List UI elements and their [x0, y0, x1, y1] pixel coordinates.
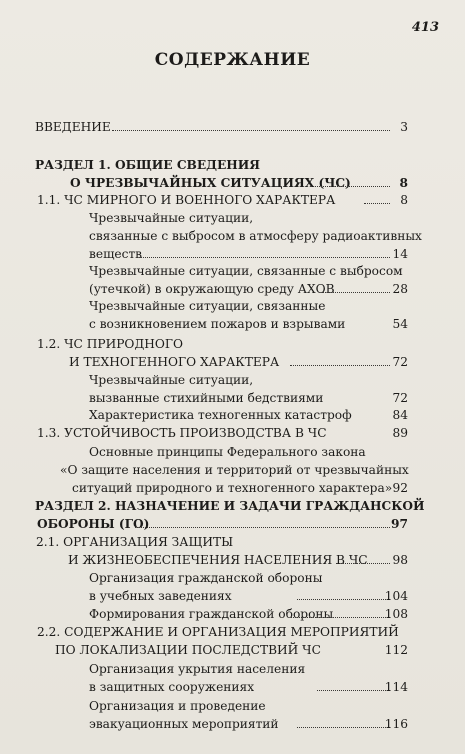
toc-entry-text: Формирования гражданской обороны: [89, 607, 334, 621]
toc-line: [0, 641, 465, 659]
toc-line: [0, 551, 465, 569]
dot-leader: [297, 727, 390, 728]
dot-leader: [291, 617, 390, 618]
toc-page-number: 89: [392, 426, 408, 440]
dot-leader: [322, 292, 390, 293]
toc-line: [0, 623, 465, 641]
toc-line: [0, 280, 465, 298]
toc-page-number: 108: [384, 607, 408, 621]
toc-entry-text: 2.1. ОРГАНИЗАЦИЯ ЗАЩИТЫ: [36, 535, 234, 549]
toc-line: [0, 297, 465, 315]
toc-entry-text: РАЗДЕЛ 2. НАЗНАЧЕНИЕ И ЗАДАЧИ ГРАЖДАНСКОЙ: [35, 499, 425, 513]
toc-entry-text: Чрезвычайные ситуации, связанные с выбросом: [89, 264, 403, 278]
page-number: 413: [411, 20, 439, 35]
toc-page-number: 72: [392, 391, 408, 405]
toc-page-number: 14: [392, 247, 408, 261]
toc-entry-text: Организация и проведение: [89, 699, 266, 713]
toc-entry-text: эвакуационных мероприятий: [89, 717, 279, 731]
toc-entry-text: 1.1. ЧС МИРНОГО И ВОЕННОГО ХАРАКТЕРА: [37, 193, 336, 207]
toc-line: [0, 678, 465, 696]
toc-entry-text: 2.2. СОДЕРЖАНИЕ И ОРГАНИЗАЦИЯ МЕРОПРИЯТИЙ: [37, 625, 399, 639]
toc-entry-text: Характеристика техногенных катастроф: [89, 408, 352, 422]
toc-page-number: 98: [392, 553, 408, 567]
toc-entry-text: вызванные стихийными бедствиями: [89, 391, 324, 405]
dot-leader: [141, 257, 390, 258]
toc-entry-text: 1.2. ЧС ПРИРОДНОГО: [37, 337, 183, 351]
toc-entry-text: О ЧРЕЗВЫЧАЙНЫХ СИТУАЦИЯХ (ЧС): [70, 176, 351, 190]
toc-page-number: 3: [400, 120, 408, 134]
toc-page-number: 116: [384, 717, 408, 731]
toc-entry-text: в учебных заведениях: [89, 589, 232, 603]
toc-line: [0, 443, 465, 461]
toc-line: [0, 605, 465, 623]
toc-entry-text: веществ: [89, 247, 143, 261]
toc-entry-text: ПО ЛОКАЛИЗАЦИИ ПОСЛЕДСТВИЙ ЧС: [55, 643, 321, 657]
toc-entry-text: связанные с выбросом в атмосферу радиоактивных: [89, 229, 422, 243]
dot-leader: [112, 130, 390, 131]
toc-line: [0, 353, 465, 371]
toc-entry-text: РАЗДЕЛ 1. ОБЩИЕ СВЕДЕНИЯ: [35, 158, 261, 172]
toc-entry-text: в защитных сооружениях: [89, 680, 255, 694]
toc-line: [0, 315, 465, 333]
toc-line: [0, 118, 465, 136]
dot-leader: [297, 599, 390, 600]
toc-entry-text: Организация гражданской обороны: [89, 571, 323, 585]
toc-line: [0, 533, 465, 551]
toc-line: [0, 515, 465, 533]
toc-line: [0, 174, 465, 192]
toc-line: [0, 156, 465, 174]
toc-line: [0, 461, 465, 479]
page-title: СОДЕРЖАНИЕ: [154, 50, 311, 70]
toc-page-number: 84: [392, 408, 408, 422]
toc-entry-text: И ТЕХНОГЕННОГО ХАРАКТЕРА: [69, 355, 280, 369]
toc-line: [0, 335, 465, 353]
dot-leader: [311, 186, 390, 187]
toc-entry-text: Основные принципы Федерального закона: [89, 445, 366, 459]
dot-leader: [364, 203, 390, 204]
dot-leader: [336, 563, 390, 564]
toc-entry-text: И ЖИЗНЕОБЕСПЕЧЕНИЯ НАСЕЛЕНИЯ В ЧС: [68, 553, 368, 567]
toc-page-number: 54: [392, 317, 408, 331]
toc-line: [0, 660, 465, 678]
toc-line: [0, 191, 465, 209]
toc-entry-text: ОБОРОНЫ (ГО): [37, 517, 150, 531]
toc-page-number: 92: [392, 481, 408, 495]
toc-page-number: 8: [399, 176, 408, 190]
toc-line: [0, 227, 465, 245]
toc-entry-text: Организация укрытия населения: [89, 662, 306, 676]
toc-line: [0, 406, 465, 424]
toc-line: [0, 424, 465, 442]
toc-entry-text: (утечкой) в окружающую среду АХОВ: [89, 282, 335, 296]
toc-line: [0, 371, 465, 389]
toc-entry-text: «О защите населения и территорий от чрезвычайных: [60, 463, 409, 477]
toc-entry-text: Чрезвычайные ситуации, связанные: [89, 299, 326, 313]
toc-page-number: 8: [400, 193, 408, 207]
toc-page-number: 114: [384, 680, 408, 694]
toc-line: [0, 587, 465, 605]
toc-line: [0, 697, 465, 715]
toc-page-number: 112: [384, 643, 408, 657]
dot-leader: [317, 690, 390, 691]
toc-page-number: 28: [392, 282, 408, 296]
dot-leader: [290, 365, 390, 366]
toc-line: [0, 245, 465, 263]
toc-line: [0, 497, 465, 515]
toc-page-number: 97: [391, 517, 408, 531]
dot-leader: [135, 527, 390, 528]
toc-page-number: 72: [392, 355, 408, 369]
toc-line: [0, 715, 465, 733]
toc-entry-text: Чрезвычайные ситуации,: [89, 211, 254, 225]
toc-line: [0, 262, 465, 280]
toc-entry-text: ВВЕДЕНИЕ: [35, 120, 111, 134]
toc-entry-text: Чрезвычайные ситуации,: [89, 373, 254, 387]
toc-entry-text: ситуаций природного и техногенного характера»: [72, 481, 393, 495]
toc-line: [0, 209, 465, 227]
toc-page-number: 104: [384, 589, 408, 603]
toc-line: [0, 479, 465, 497]
toc-line: [0, 569, 465, 587]
toc-entry-text: 1.3. УСТОЙЧИВОСТЬ ПРОИЗВОДСТВА В ЧС: [37, 426, 327, 440]
toc-entry-text: с возникновением пожаров и взрывами: [89, 317, 346, 331]
toc-line: [0, 389, 465, 407]
